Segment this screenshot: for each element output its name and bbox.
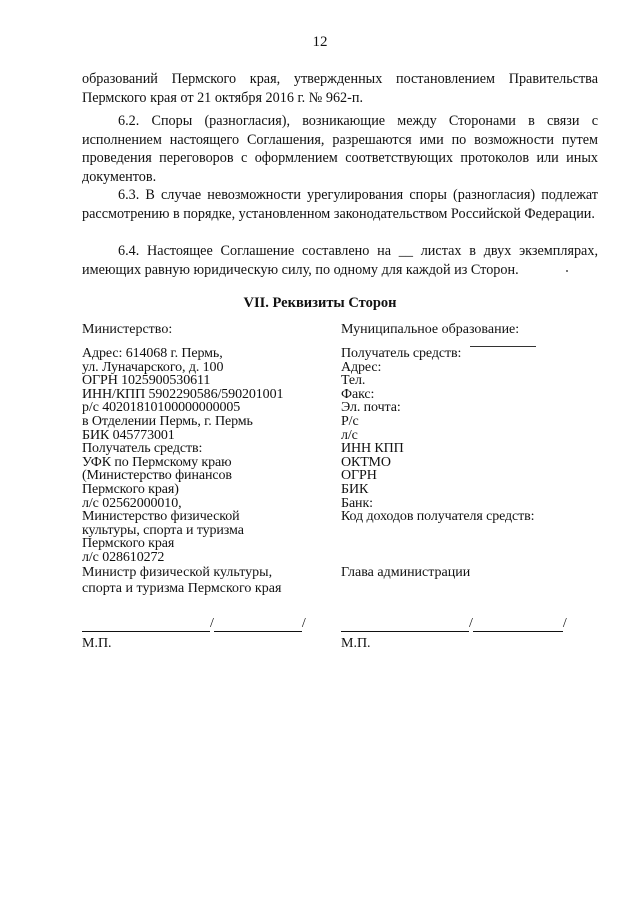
municipality-details bbox=[341, 347, 534, 524]
ministry-line: БИК 045773001 bbox=[82, 427, 175, 443]
stray-dot bbox=[566, 270, 568, 272]
ministry-line: ОГРН 1025900530611 bbox=[82, 373, 211, 389]
municipality-line: ИНН КПП bbox=[341, 441, 404, 457]
ministry-signatory-1: Министр физической культуры, bbox=[82, 565, 273, 580]
ministry-signature-line bbox=[82, 616, 306, 632]
name-blank bbox=[214, 619, 302, 632]
municipality-line: Банк: bbox=[341, 495, 373, 511]
ministry-signatory-2: спорта и туризма Пермского края bbox=[82, 581, 282, 596]
municipality-line: л/с bbox=[341, 427, 358, 443]
municipality-line: Факс: bbox=[341, 386, 375, 402]
ministry-line: л/с 02562000010, bbox=[82, 495, 182, 511]
municipality-line: Р/с bbox=[341, 413, 359, 429]
paragraph-6-2: 6.2. Споры (разногласия), возникающие между Сторонами в связи с исполнением настоящего Соглашения, разрешаются ими по возможности путем проведения переговоров с оформлением соответствующих протоколов или иных документов. bbox=[82, 113, 598, 185]
paragraph-6-4: 6.4. Настоящее Соглашение составлено на __ листах в двух экземплярах, имеющих равную юридическую силу, по одному для каждой из Сторон. bbox=[82, 243, 598, 278]
page-number: 12 bbox=[312, 34, 328, 50]
ministry-title: Министерство: bbox=[82, 322, 173, 337]
municipality-line: Код доходов получателя средств: bbox=[341, 509, 535, 525]
municipality-line: Тел. bbox=[341, 373, 366, 389]
ministry-line: р/с 40201810100000000005 bbox=[82, 400, 241, 416]
ministry-line: культуры, спорта и туризма bbox=[82, 522, 244, 538]
paragraph-6-3: 6.3. В случае невозможности урегулирования споры (разногласия) подлежат рассмотрению в порядке, установленном законодательством Российской Федерации. bbox=[82, 187, 598, 222]
signature-blank bbox=[341, 619, 469, 632]
signature-slash: / bbox=[210, 616, 214, 631]
ministry-line: Министерство физической bbox=[82, 509, 240, 525]
ministry-line: Пермского края bbox=[82, 536, 175, 552]
municipality-line: ОКТМО bbox=[341, 454, 391, 470]
ministry-details bbox=[82, 347, 283, 565]
name-blank bbox=[473, 619, 563, 632]
ministry-line: УФК по Пермскому краю bbox=[82, 454, 232, 470]
ministry-line: Получатель средств: bbox=[82, 441, 203, 457]
ministry-line: л/с 028610272 bbox=[82, 549, 165, 565]
signature-blank bbox=[82, 619, 210, 632]
municipality-line: Получатель средств: bbox=[341, 346, 462, 361]
signature-slash: / bbox=[469, 616, 473, 631]
municipality-title: Муниципальное образование: bbox=[341, 322, 520, 337]
municipality-stamp: М.П. bbox=[341, 636, 371, 651]
ministry-line: в Отделении Пермь, г. Пермь bbox=[82, 413, 253, 429]
ministry-stamp: М.П. bbox=[82, 636, 112, 651]
municipality-signature-line bbox=[341, 616, 567, 632]
ministry-line: ИНН/КПП 5902290586/590201001 bbox=[82, 386, 284, 402]
municipality-line: БИК bbox=[341, 481, 369, 497]
signature-slash-end: / bbox=[301, 616, 306, 631]
ministry-line: Адрес: 614068 г. Пермь, bbox=[82, 346, 223, 361]
municipality-line: Адрес: bbox=[341, 359, 382, 375]
municipality-line: Эл. почта: bbox=[341, 400, 401, 416]
section-heading: VII. Реквизиты Сторон bbox=[243, 295, 397, 311]
municipality-line: ОГРН bbox=[341, 468, 377, 484]
ministry-line: (Министерство финансов bbox=[82, 468, 232, 484]
ministry-line: Пермского края) bbox=[82, 481, 179, 497]
signature-slash-end: / bbox=[562, 616, 567, 631]
municipality-signatory: Глава администрации bbox=[341, 565, 471, 580]
ministry-line: ул. Луначарского, д. 100 bbox=[82, 359, 224, 375]
paragraph-continuation: образований Пермского края, утвержденных постановлением Правительства Пермского края от 21 октября 2016 г. № 962-п. bbox=[82, 71, 598, 106]
